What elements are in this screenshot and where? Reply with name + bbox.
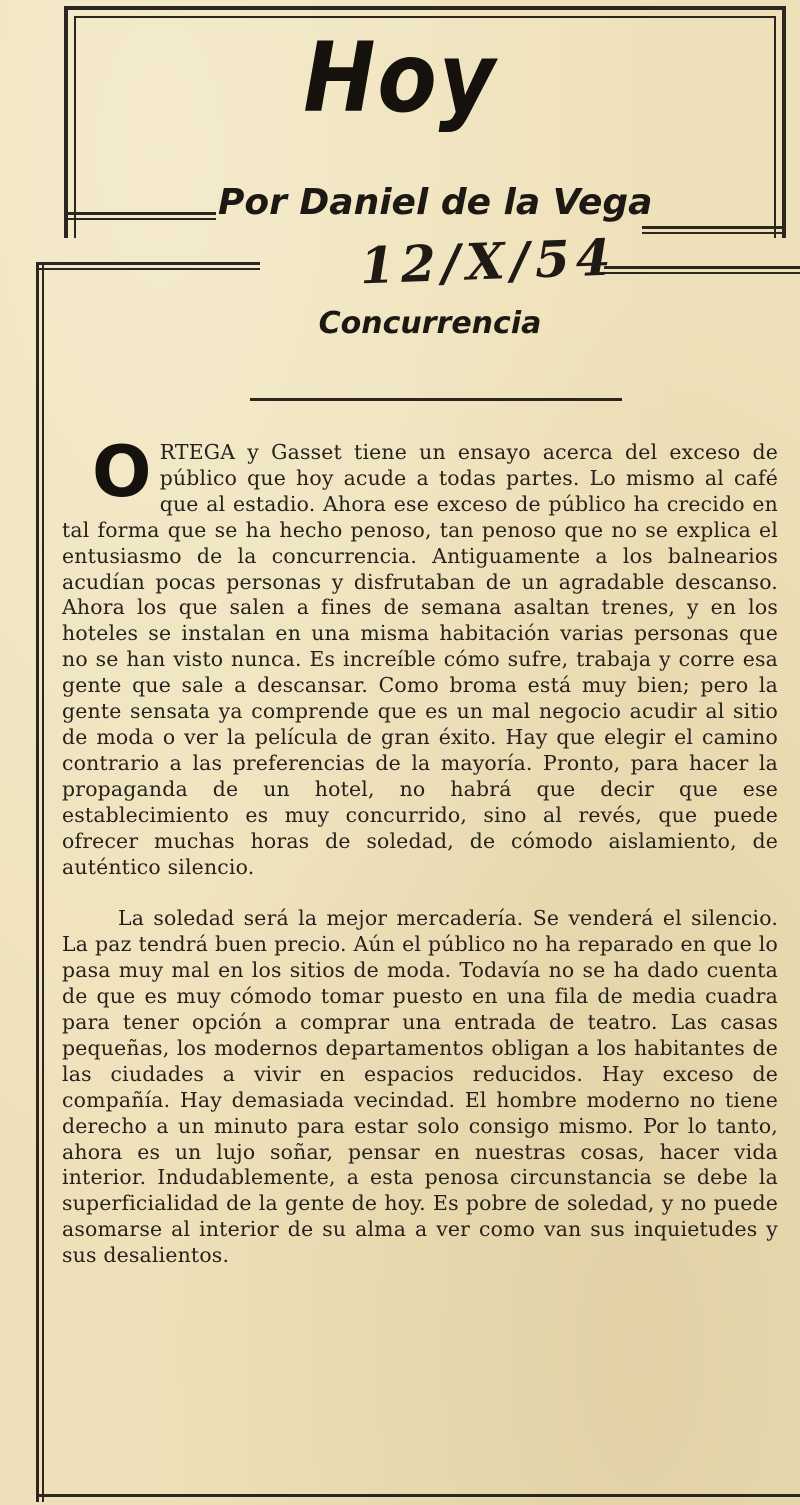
byline-rule-left <box>64 212 216 220</box>
title-underline <box>250 398 622 401</box>
article-title: Concurrencia <box>318 306 542 341</box>
article-body <box>62 431 778 1269</box>
body-rule-top-right <box>604 266 800 274</box>
paragraph-1-text: RTEGA y Gasset tiene un ensayo acerca del exceso de público que hoy acude a todas partes. Lo mismo al café que al estadio. Ahora ese exceso de público ha crecido en tal forma que se ha hecho penoso, tan penoso que no se explica el entusiasmo de la concurrencia. Antiguamente a los balnearios acudían pocas personas y disfrutaban de un agradable descanso. Ahora los que salen a fines de semana asaltan trenes, y en los hoteles se instalan en una misma habitación varias personas que no se han visto nunca. Es increíble cómo sufre, trabaja y corre esa gente que sale a descansar. Como broma está muy bien; pero la gente sensata ya comprende que es un mal negocio acudir al sitio de moda o ver la película de gran éxito. Hay que elegir el camino contrario a las preferencias de la mayoría. Pronto, para hacer la propaganda de un hotel, no habrá que decir que ese establecimiento es muy concurrido, sino al revés, que puede ofrecer muchas horas de soledad, de cómodo aislamiento, de auténtico silencio. <box>62 440 778 879</box>
body-rule-top-left <box>36 262 260 270</box>
column-title: Hoy <box>303 22 497 134</box>
byline-rule-right <box>642 226 786 234</box>
article-paragraph-1 <box>62 431 778 880</box>
body-rule-left <box>36 262 44 1502</box>
byline: Por Daniel de la Vega <box>218 182 653 223</box>
handwritten-date: 12/X/54 <box>359 227 618 296</box>
article-paragraph-2: La soledad será la mejor mercadería. Se venderá el silencio. La paz tendrá buen precio. Aún el público no ha reparado en que lo pasa muy mal en los sitios de moda. Todavía no se ha dado cuenta de que es muy cómodo tomar puesto en una fila de media cuadra para tener opción a comprar una entrada de teatro. Las casas pequeñas, los modernos departamentos obligan a los habitantes de las ciudades a vivir en espacios reducidos. Hay exceso de compañía. Hay demasiada vecindad. El hombre moderno no tiene derecho a un minuto para estar solo consigo mismo. Por lo tanto, ahora es un lujo soñar, pensar en nuestras cosas, hacer vida interior. Indudablemente, a esta penosa circunstancia se debe la superficialidad de la gente de hoy. Es pobre de soledad, y no puede asomarse al interior de su alma a ver como van sus inquietudes y sus desalientos. <box>62 906 778 1268</box>
body-rule-bottom <box>36 1494 800 1497</box>
drop-cap: O <box>92 431 152 513</box>
